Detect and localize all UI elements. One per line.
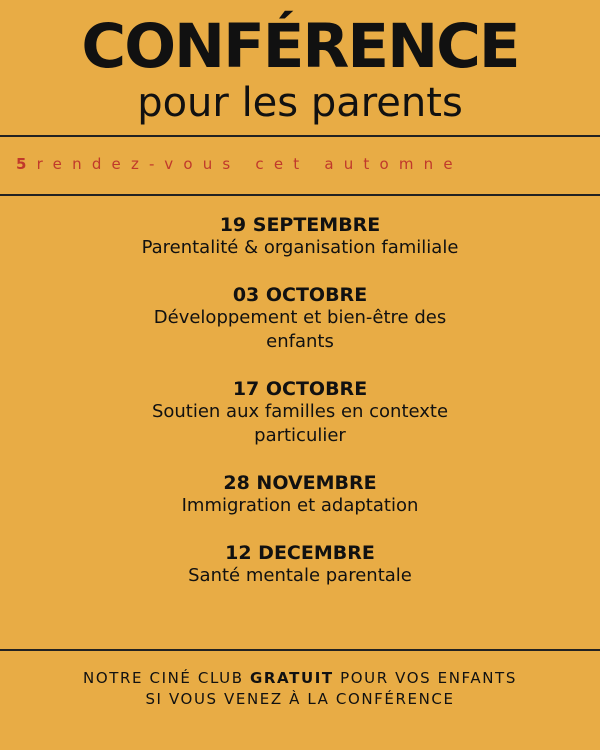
divider-top [0,135,600,137]
footer-highlight: GRATUIT [250,669,334,687]
footer-line-1-end: POUR VOS ENFANTS [340,669,517,687]
event-item [0,542,600,588]
event-date: 12 DECEMBRE [225,542,375,564]
footer-line-1-start: NOTRE CINÉ CLUB [83,669,244,687]
page-title: CONFÉRENCE [81,11,519,82]
event-item [0,378,600,448]
event-title: Santé mentale parentale [188,565,412,586]
event-date: 28 NOVEMBRE [223,472,377,494]
page-subtitle: pour les parents [137,80,463,126]
footer-note [0,668,600,710]
divider-bottom [0,649,600,651]
event-item [0,284,600,354]
event-list [0,214,600,588]
event-item [0,472,600,518]
divider-middle [0,194,600,196]
event-date: 17 OCTOBRE [232,378,368,400]
tagline-number: 5 [16,155,37,173]
event-date: 03 OCTOBRE [232,284,368,306]
event-item [0,214,600,260]
footer-line-1 [0,668,600,689]
tagline-text: rendez-vous cet automne [36,155,463,173]
tagline [16,154,463,174]
footer-line-2: SI VOUS VENEZ À LA CONFÉRENCE [145,690,455,708]
event-title: Immigration et adaptation [181,495,419,516]
event-title: Parentalité & organisation familiale [141,237,459,258]
event-date: 19 SEPTEMBRE [219,214,381,236]
event-title: Développement et bien-être des enfants [153,307,447,352]
event-title: Soutien aux familles en contexte particulier [151,401,449,446]
